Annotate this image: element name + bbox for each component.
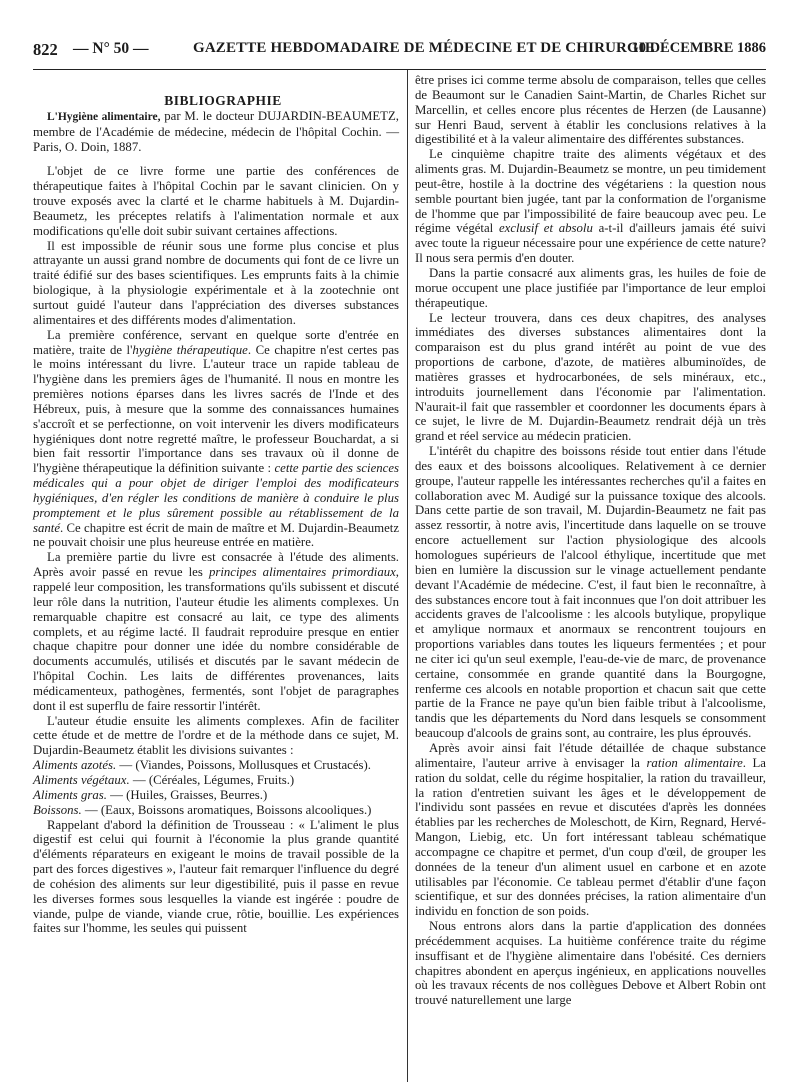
text-run: — (Eaux, Boissons aromatiques, Boissons alcooliques.) <box>81 802 372 817</box>
italic-run: Aliments végétaux. <box>33 772 130 787</box>
italic-run: exclusif et absolu <box>498 221 593 236</box>
italic-run: Aliments azotés. <box>33 758 117 773</box>
division-item <box>33 758 399 773</box>
book-reference <box>33 109 399 155</box>
text-run: Après avoir ainsi fait l'étude détaillée de chaque substance alimentaire, l'auteur arrive à envisager la <box>415 740 766 770</box>
text-run: . Ce chapitre n'est certes pas le moins intéressant du livre. L'auteur trace un rapide tableau de l'hygiène dans les premiers âges de l'humanité. Il nous en montre les premières notions éparses dans les livres sacrés de l'Inde et des Hébreux, puis, à mesure que la somme des connaissances humaines s'accroît et se perfectionne, on voit intervenir les divers modificateurs hygiéniques dont notre regretté maître, le professeur Bouchardat, a si bien fait ressortir l'importance dans ses travaux où il donne de l'hygiène thérapeutique la définition suivante : <box>33 342 399 476</box>
paragraph: Le lecteur trouvera, dans ces deux chapitres, des analyses immédiates des diverses substances alimentaires dont la comparaison est du plus grand intérêt au point de vue des proportions de carbone, d'azote, de matières albuminoïdes, de matières grasses et hydrocarbonées, de sels minéraux, etc., introduits journellement dans l'économie par l'alimentation. N'aurait-il fait que rassembler et coordonner les documents épars à ce sujet, le livre de M. Dujardin-Beaumetz rendrait déjà un très grand et réel service au médecin praticien. <box>415 310 766 444</box>
text-run: a-t-il d'ailleurs jamais été suivi avec toute la rigueur nécessaire pour une expérience de cette nature? Il nous sera permis d'en douter. <box>415 221 767 266</box>
italic-run: hygiène thérapeutique <box>132 342 248 357</box>
running-header <box>33 40 766 66</box>
italic-run: principes alimentaires primordiaux <box>208 565 396 580</box>
text-run: — (Viandes, Poissons, Mollusques et Crustacés). <box>116 758 371 773</box>
italic-run: ration alimentaire <box>646 755 743 770</box>
right-column <box>415 73 766 1008</box>
section-heading: BIBLIOGRAPHIE <box>164 93 282 108</box>
paragraph: Dans la partie consacré aux aliments gras, les huiles de foie de morue occupent une place justifiée par l'importance de leur emploi thérapeutique. <box>415 265 766 310</box>
text-run: , rappelé leur composition, les transformations qu'ils subissent et discuté leur rôle dans la nutrition, l'auteur étudie les aliments complexes. Un remarquable chapitre est consacré au lait, ce type des aliments complets, et au régime lacté. Il faudrait reproduire presque en entier chaque chapitre pour donner une idée du nombre considérable de documents accumulés, utilisés et discutés par le savant médecin de l'hôpital Cochin. Les laits de différentes provenances, laits médicamenteux, pathogènes, fermentés, sont l'objet de paragraphes dont il est superflu de faire ressortir l'intérêt. <box>33 565 399 713</box>
paragraph <box>33 550 399 713</box>
italic-run: Aliments gras. <box>33 787 107 802</box>
paragraph <box>415 741 766 919</box>
paragraph: Rappelant d'abord la définition de Trousseau : « L'aliment le plus digestif est celui qui fournit à l'économie la plus grande quantité d'éléments réparateurs en exigeant le moins de travail possible de la part des forces digestives », l'auteur fait remarquer l'influence du degré de cohésion des aliments sur leur digestibilité, puis il passe en revue les diverses formes sous lesquelles la viande est ingérée : poudre de viande, pulpe de viande, viande crue, rôtie, bouillie. Les expériences faites sur l'homme, les seules qui puissent <box>33 817 399 936</box>
book-title: L'Hygiène alimentaire, <box>47 110 161 123</box>
text-run: — (Huiles, Graisses, Beurres.) <box>106 787 268 802</box>
column-divider <box>407 70 408 1082</box>
book-details: par M. le docteur DUJARDIN-BEAUMETZ, membre de l'Académie de médecine, médecin de l'hôpital Cochin. — Paris, O. Doin, 1887. <box>33 108 399 154</box>
header-rule <box>33 69 766 70</box>
text-run: La première conférence, servant en quelque sorte d'entrée en matière, traite de l' <box>33 327 399 357</box>
text-run: La première partie du livre est consacrée à l'étude des aliments. Après avoir passé en revue les <box>33 550 399 580</box>
paragraph <box>415 147 766 266</box>
text-run: . La ration du soldat, celle du régime hospitalier, la ration du travailleur, la ration d'entretien suivant les âges et le développement de l'individu sont passées en revue et discutées d'après les données établies par les recherches de Moleschott, de Kirn, Regnard, Hervé-Mangon, Liebig, etc. Un fort intéressant tableau schématique accompagne ce chapitre et permet, d'un coup d'œil, de grouper les données de la teneur d'un aliment usuel en carbone et en azote utilisables par l'économie. Ce tableau permet d'établir d'une façon scientifique, et sur des données précises, la ration alimentaire d'un individu en fonction de son poids. <box>415 755 766 919</box>
paragraph: L'auteur étudie ensuite les aliments complexes. Afin de faciliter cette étude et de mettre de l'ordre et de la méthode dans ce sujet, M. Dujardin-Beaumetz établit les divisions suivantes : <box>33 713 399 758</box>
left-column <box>33 94 399 936</box>
paragraph: être prises ici comme terme absolu de comparaison, telles que celles de Beaumont sur le Canadien Saint-Martin, de Charles Richet sur Marcellin, et celles encore plus récentes de Herzen (de Lausanne) sur Henri Baud, servent à établir les conclusions relatives à la digestibilité et à la valeur alimentaire des différentes substances. <box>415 73 766 147</box>
issue-number: — N° 50 — <box>73 40 149 57</box>
journal-title: GAZETTE HEBDOMADAIRE DE MÉDECINE ET DE CHIRURGIE <box>193 40 655 56</box>
issue-date: 10 DÉCEMBRE 1886 <box>631 40 766 56</box>
paragraph: L'objet de ce livre forme une partie des conférences de thérapeutique faites à l'hôpital Cochin par le savant clinicien. On y trouve exposés avec la clarté et le charme habituels à M. Dujardin-Beaumetz, les préceptes relatifs à l'alimentation normale et aux modifications qu'elle doit subir suivant certaines affections. <box>33 164 399 238</box>
text-run: . Ce chapitre est écrit de main de maître et M. Dujardin-Beaumetz ne pouvait choisir une plus heureuse entrée en matière. <box>33 520 399 550</box>
division-item <box>33 803 399 818</box>
division-item <box>33 788 399 803</box>
paragraph: Il est impossible de réunir sous une forme plus concise et plus attrayante un aussi grand nombre de documents qui font de ce livre un traité édifié sur des bases scientifiques. Les emprunts faits à la chimie biologique, à la physiologie expérimentale et à la zootechnie ont surtout guidé l'auteur dans l'appréciation des diverses substances alimentaires et des différents modes d'alimentation. <box>33 238 399 327</box>
text-run: Le cinquième chapitre traite des aliments végétaux et des aliments gras. M. Dujardin-Beaumetz se montre, un peu timidement peut-être, hostile à la doctrine des végétariens : la question nous semble pourtant bien jugée, tant par la conformation de l'organisme de l'homme que par l'impossibilité de faire beaucoup avec peu. Le régime végétal <box>415 147 766 236</box>
paragraph: Nous entrons alors dans la partie d'application des données précédemment acquises. La huitième conférence traite du régime insuffisant et de l'hygiène alimentaire dans l'obésité. Ces derniers chapitres abondent en aperçus ingénieux, en applications nouvelles où les travaux récents de nos collègues Debove et Albert Robin ont trouvé naturellement une large <box>415 919 766 1008</box>
italic-run: cette partie des sciences médicales qui a pour objet de diriger l'emploi des modificateurs hygiéniques, d'en régler les conditions de manière à conduire le plus promptement et le plus sûrement possible au rétablissement de la santé <box>33 461 399 535</box>
division-item <box>33 773 399 788</box>
italic-run: Boissons. <box>33 802 82 817</box>
paragraph <box>33 328 399 551</box>
paragraph: L'intérêt du chapitre des boissons réside tout entier dans l'étude des eaux et des boissons alcooliques. Relativement à ce dernier groupe, l'auteur rappelle les intéressantes recherches qu'il a faites en collaboration avec M. Audigé sur la puissance toxique des alcools. Dans cette partie de son travail, M. Dujardin-Beaumetz ne fait pas assez ressortir, à notre avis, l'incertitude dans laquelle on se trouve encore actuellement sur l'action physiologique des alcools homologues supérieurs de l'alcool éthylique, incertitude que met bien en lumière la discussion sur le vinage actuellement pendante devant l'Académie de médecine. C'est, il faut bien le reconnaître, à des substances encore tout à fait inconnues que l'on doit attribuer les accidents graves de l'alcoolisme : les alcools butylique, propylique et amylique normaux et anormaux se rencontrent toujours en proportions variables dans toutes les liqueurs fermentées ; et pour ne citer ici qu'un seul exemple, l'eau-de-vie de marc, de provenance certaine, consommée en grande quantité dans la Bourgogne, renferme ces alcools en notable proportion et chacun sait que cette partie de la France ne paye qu'un bien faible tribut à l'alcoolisme, tandis que les départements du Nord dans lesquels se consomment beaucoup d'alcools de grains sont, au contraire, les plus éprouvés. <box>415 444 766 741</box>
text-run: — (Céréales, Légumes, Fruits.) <box>129 772 295 787</box>
page-number: 822 <box>33 40 58 59</box>
